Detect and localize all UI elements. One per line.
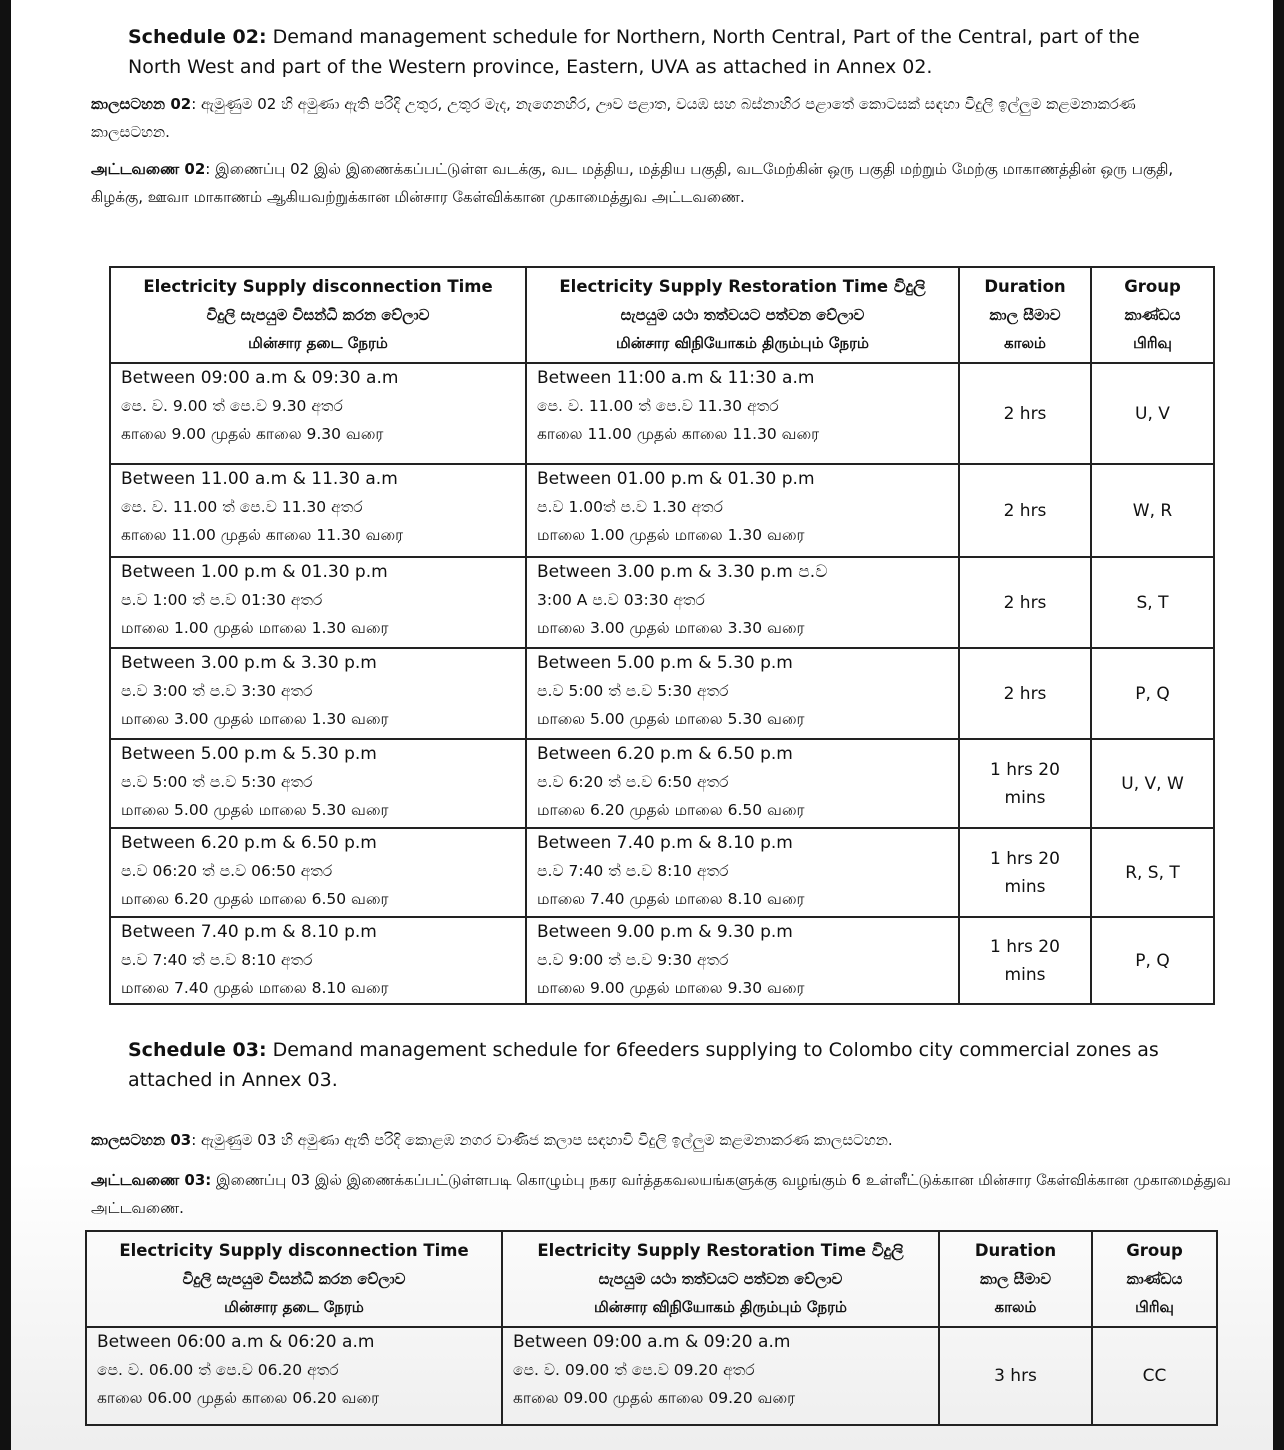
schedule-02-table	[109, 266, 1215, 1005]
duration-cell: 2 hrs	[959, 648, 1091, 739]
disconnection-time-cell	[110, 917, 526, 1004]
time-english: Between 3.00 p.m & 3.30 p.m ප.ව	[537, 562, 828, 582]
table-row	[110, 648, 1214, 739]
group-cell: R, S, T	[1091, 828, 1214, 917]
time-sinhala: ප.ව 06:20 ත් ප.ව 06:50 අතර	[121, 862, 333, 880]
header-group: Group කාණ්ඩය பிரிவு	[1092, 1231, 1217, 1327]
schedule-03-sinhala-paragraph	[91, 1126, 1241, 1154]
time-sinhala: පෙ. ව. 11.00 ත් පෙ.ව 11.30 අතර	[121, 498, 363, 516]
restoration-time-cell	[526, 739, 959, 828]
time-tamil: காலை 11.00 முதல் காலை 11.30 வரை	[537, 425, 820, 443]
disconnection-time-cell	[110, 557, 526, 648]
group-cell: W, R	[1091, 464, 1214, 557]
disconnection-time-cell	[86, 1327, 502, 1425]
schedule-02-sinhala-paragraph	[91, 90, 1171, 146]
header-disconnection-time: Electricity Supply disconnection Time විදුලි සැපයුම විසන්ධි කරන වේලාව மின்சார தடை நேரம்	[86, 1231, 502, 1327]
header-duration: Duration කාල සීමාව காலம்	[939, 1231, 1092, 1327]
time-english: Between 5.00 p.m & 5.30 p.m	[537, 653, 793, 673]
time-english: Between 11.00 a.m & 11.30 a.m	[121, 469, 398, 489]
duration-cell: 2 hrs	[959, 557, 1091, 648]
schedule-02-label: Schedule 02:	[128, 26, 267, 48]
schedule-02-tamil-text: : இணைப்பு 02 இல் இணைக்கப்பட்டுள்ள வடக்கு, வட மத்திய, மத்திய பகுதி, வடமேற்கின் ஒரு பகுதி மற்றும் மேற்கு மாகாணத்தின் ஒரு பகுதி, கிழக்கு, ஊவா மாகாணம் ஆகியவற்றுக்கான மின்சார கேள்விக்கான முகாமைத்துவ அட்டவணை.	[91, 160, 1174, 206]
time-english: Between 09:00 a.m & 09:30 a.m	[121, 368, 399, 388]
header-restoration-time: Electricity Supply Restoration Time විදුලි සැපයුම යථා තත්වයට පත්වන වේලාව மின்சார விநியோகம் திரும்பும் நேரம்	[502, 1231, 939, 1327]
time-tamil: மாலை 3.00 முதல் மாலை 1.30 வரை	[121, 710, 389, 728]
group-cell: CC	[1092, 1327, 1217, 1425]
time-sinhala: 3:00 A ප.ව 03:30 අතර	[537, 591, 705, 609]
time-english: Between 6.20 p.m & 6.50 p.m	[537, 744, 793, 764]
time-tamil: மாலை 1.00 முதல் மாலை 1.30 வரை	[537, 526, 805, 544]
schedule-03-table-body	[86, 1327, 1217, 1425]
schedule-03-tamil-text: இணைப்பு 03 இல் இணைக்கப்பட்டுள்ளபடி கொழும்பு நகர வர்த்தகவலயங்களுக்கு வழங்கும் 6 உள்ளீட்டுக்கான மின்சார கேள்விக்கான முகாமைத்துவ அட்டவணை.	[91, 1171, 1231, 1217]
time-sinhala: ප.ව 1:00 ත් ප.ව 01:30 අතර	[121, 591, 323, 609]
table-row	[110, 363, 1214, 464]
table-row	[110, 917, 1214, 1004]
duration-cell: 3 hrs	[939, 1327, 1092, 1425]
time-english: Between 11:00 a.m & 11:30 a.m	[537, 368, 815, 388]
schedule-02-title: Demand management schedule for Northern, North Central, Part of the Central, part of the North West and part of the Western province, Eastern, UVA as attached in Annex 02.	[128, 26, 1140, 78]
restoration-time-cell	[502, 1327, 939, 1425]
header-disconnection-time: Electricity Supply disconnection Time විදුලි සැපයුම විසන්ධි කරන වේලාව மின்சார தடை நேரம்	[110, 267, 526, 363]
time-tamil: காலை 09.00 முதல் காலை 09.20 வரை	[513, 1389, 796, 1407]
time-english: Between 1.00 p.m & 01.30 p.m	[121, 562, 388, 582]
time-tamil: காலை 06.00 முதல் காலை 06.20 வரை	[97, 1389, 380, 1407]
time-english: Between 3.00 p.m & 3.30 p.m	[121, 653, 377, 673]
group-cell: S, T	[1091, 557, 1214, 648]
table-header-row	[86, 1231, 1217, 1327]
disconnection-time-cell	[110, 363, 526, 464]
time-english: Between 09:00 a.m & 09:20 a.m	[513, 1332, 791, 1352]
time-sinhala: ප.ව 5:00 ත් ප.ව 5:30 අතර	[121, 773, 313, 791]
time-english: Between 9.00 p.m & 9.30 p.m	[537, 922, 793, 942]
time-english: Between 5.00 p.m & 5.30 p.m	[121, 744, 377, 764]
time-sinhala: ප.ව 7:40 ත් ප.ව 8:10 අතර	[121, 951, 313, 969]
group-cell: U, V	[1091, 363, 1214, 464]
table-row	[86, 1327, 1217, 1425]
schedule-02-tamil-paragraph	[91, 155, 1181, 211]
time-tamil: மாலை 5.00 முதல் மாலை 5.30 வரை	[537, 710, 805, 728]
header-duration: Duration කාල සීමාව காலம்	[959, 267, 1091, 363]
time-sinhala: පෙ. ව. 11.00 ත් පෙ.ව 11.30 අතර	[537, 397, 779, 415]
table-row	[110, 464, 1214, 557]
schedule-03-title: Demand management schedule for 6feeders supplying to Colombo city commercial zones as attached in Annex 03.	[128, 1039, 1159, 1091]
table-row	[110, 828, 1214, 917]
time-tamil: மாலை 6.20 முதல் மாலை 6.50 வரை	[537, 801, 805, 819]
duration-cell: 1 hrs 20 mins	[959, 828, 1091, 917]
time-english: Between 6.20 p.m & 6.50 p.m	[121, 833, 377, 853]
time-sinhala: ප.ව 5:00 ත් ප.ව 5:30 අතර	[537, 682, 729, 700]
header-group: Group කාණ්ඩය பிரிவு	[1091, 267, 1214, 363]
schedule-03-heading	[128, 1035, 1168, 1095]
table-row	[110, 739, 1214, 828]
time-sinhala: ප.ව 1.00ත් ප.ව 1.30 අතර	[537, 498, 723, 516]
time-sinhala: පෙ. ව. 06.00 ත් පෙ.ව 06.20 අතර	[97, 1361, 339, 1379]
schedule-03-sinhala-text: : ඇමුණුම 03 හි අමුණා ඇති පරිදි කොළඹ නගර වාණිජ කලාප සඳහාවි විදුලි ඉල්ලුම කළමනාකරණ කාලසටහන.	[191, 1131, 893, 1149]
table-row	[110, 557, 1214, 648]
time-tamil: மாலை 7.40 முதல் மாலை 8.10 வரை	[121, 979, 389, 997]
time-tamil: மாலை 7.40 முதல் மாலை 8.10 வரை	[537, 890, 805, 908]
restoration-time-cell	[526, 557, 959, 648]
time-tamil: காலை 9.00 முதல் காலை 9.30 வரை	[121, 425, 384, 443]
time-tamil: மாலை 9.00 முதல் மாலை 9.30 வரை	[537, 979, 805, 997]
group-cell: P, Q	[1091, 917, 1214, 1004]
disconnection-time-cell	[110, 648, 526, 739]
schedule-03-sinhala-label: කාලසටහන 03	[91, 1131, 192, 1149]
time-sinhala: ප.ව 6:20 ත් ප.ව 6:50 අතර	[537, 773, 729, 791]
time-sinhala: ප.ව 7:40 ත් ප.ව 8:10 අතර	[537, 862, 729, 880]
schedule-02-sinhala-text: : ඇමුණුම 02 හි අමුණා ඇති පරිදි උතුර, උතුර මැද, නැගෙනහිර, ඌව පළාත, වයඹ සහ බස්නාහිර පළාතේ කොටසක් සඳහා විදුලි ඉල්ලුම කළමනාකරණ කාලසටහන.	[91, 95, 1136, 141]
disconnection-time-cell	[110, 464, 526, 557]
schedule-02-sinhala-label: කාලසටහන 02	[91, 95, 192, 113]
schedule-02-heading	[128, 22, 1148, 82]
time-tamil: மாலை 3.00 முதல் மாலை 3.30 வரை	[537, 619, 805, 637]
table-header-row	[110, 267, 1214, 363]
duration-cell: 2 hrs	[959, 464, 1091, 557]
schedule-03-tamil-paragraph	[91, 1166, 1231, 1222]
restoration-time-cell	[526, 828, 959, 917]
disconnection-time-cell	[110, 739, 526, 828]
time-tamil: காலை 11.00 முதல் காலை 11.30 வரை	[121, 526, 404, 544]
restoration-time-cell	[526, 464, 959, 557]
restoration-time-cell	[526, 917, 959, 1004]
group-cell: U, V, W	[1091, 739, 1214, 828]
time-english: Between 7.40 p.m & 8.10 p.m	[121, 922, 377, 942]
time-english: Between 01.00 p.m & 01.30 p.m	[537, 469, 815, 489]
schedule-02-tamil-label: அட்டவணை 02	[91, 160, 206, 178]
time-sinhala: පෙ. ව. 09.00 ත් පෙ.ව 09.20 අතර	[513, 1361, 755, 1379]
restoration-time-cell	[526, 363, 959, 464]
time-english: Between 06:00 a.m & 06:20 a.m	[97, 1332, 375, 1352]
restoration-time-cell	[526, 648, 959, 739]
time-tamil: மாலை 5.00 முதல் மாலை 5.30 வரை	[121, 801, 389, 819]
time-sinhala: ප.ව 9:00 ත් ප.ව 9:30 අතර	[537, 951, 729, 969]
time-tamil: மாலை 6.20 முதல் மாலை 6.50 வரை	[121, 890, 389, 908]
time-sinhala: ප.ව 3:00 ත් ප.ව 3:30 අතර	[121, 682, 313, 700]
disconnection-time-cell	[110, 828, 526, 917]
group-cell: P, Q	[1091, 648, 1214, 739]
document-page	[11, 0, 1273, 1450]
schedule-03-tamil-label: அட்டவணை 03:	[91, 1171, 212, 1189]
schedule-03-label: Schedule 03:	[128, 1039, 267, 1061]
duration-cell: 1 hrs 20 mins	[959, 917, 1091, 1004]
time-english: Between 7.40 p.m & 8.10 p.m	[537, 833, 793, 853]
duration-cell: 1 hrs 20 mins	[959, 739, 1091, 828]
schedule-02-table-body	[110, 363, 1214, 1004]
header-restoration-time: Electricity Supply Restoration Time විදුලි සැපයුම යථා තත්වයට පත්වන වේලාව மின்சார விநியோகம் திரும்பும் நேரம்	[526, 267, 959, 363]
time-tamil: மாலை 1.00 முதல் மாலை 1.30 வரை	[121, 619, 389, 637]
schedule-03-table	[85, 1230, 1218, 1426]
duration-cell: 2 hrs	[959, 363, 1091, 464]
time-sinhala: පෙ. ව. 9.00 ත් පෙ.ව 9.30 අතර	[121, 397, 343, 415]
